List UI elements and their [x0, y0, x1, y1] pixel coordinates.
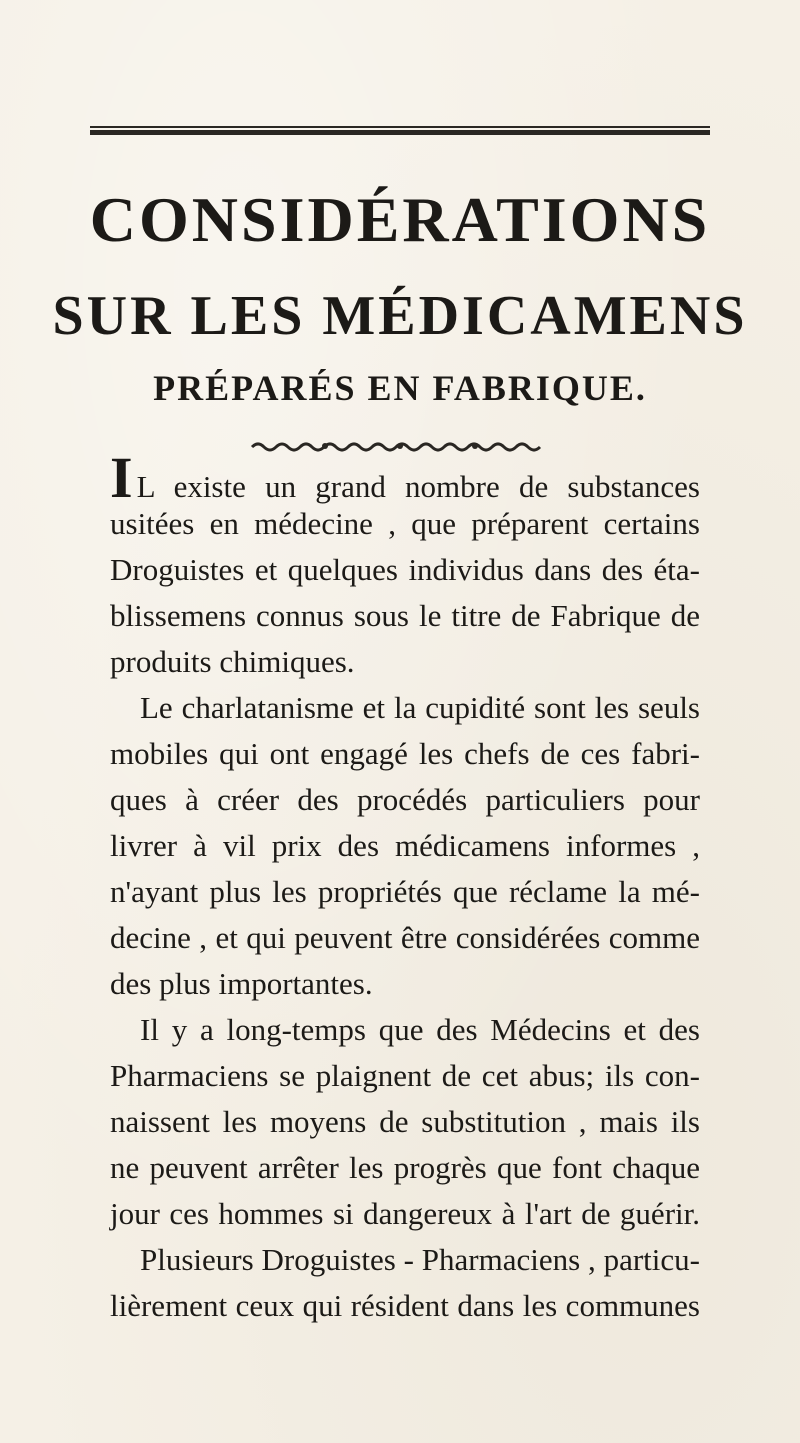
text-line: livrer à vil prix des médicamens informes , — [110, 828, 700, 863]
body-text — [110, 445, 700, 1329]
page-subsubtitle: PRÉPARÉS EN FABRIQUE. — [153, 368, 647, 408]
text-line: naissent les moyens de substitution , mais ils — [110, 1104, 700, 1139]
text-line: Plusieurs Droguistes - Pharmaciens , particu- — [140, 1242, 700, 1277]
drop-cap: I — [110, 445, 133, 510]
text-line: produits chimiques. — [110, 644, 355, 679]
page-title: CONSIDÉRATIONS — [89, 184, 711, 255]
text-line: Le charlatanisme et la cupidité sont les seuls — [140, 690, 700, 725]
text-line: Droguistes et quelques individus dans des éta- — [110, 552, 700, 587]
text-line: decine , et qui peuvent être considérées comme — [110, 920, 700, 955]
top-double-rule — [90, 126, 710, 135]
text-line: I L existe un grand nombre de substances — [110, 445, 700, 510]
text-line: lièrement ceux qui résident dans les communes — [110, 1288, 700, 1323]
text-line: ne peuvent arrêter les progrès que font chaque — [110, 1150, 700, 1185]
text-line: jour ces hommes si dangereux à l'art de guérir. — [110, 1196, 700, 1231]
text-line: Pharmaciens se plaignent de cet abus; ils con- — [110, 1058, 700, 1093]
text-line: blissemens connus sous le titre de Fabrique de — [110, 598, 700, 633]
page-subtitle: SUR LES MÉDICAMENS — [52, 285, 748, 347]
text-line: mobiles qui ont engagé les chefs de ces fabri- — [110, 736, 700, 771]
text-line: ques à créer des procédés particuliers pour — [110, 782, 700, 817]
ornamental-divider — [250, 440, 550, 452]
text-line: n'ayant plus les propriétés que réclame la mé- — [110, 874, 700, 909]
text-line: Il y a long-temps que des Médecins et des — [140, 1012, 700, 1047]
text-line: usitées en médecine , que préparent certains — [110, 506, 700, 541]
text-line: des plus importantes. — [110, 966, 373, 1001]
